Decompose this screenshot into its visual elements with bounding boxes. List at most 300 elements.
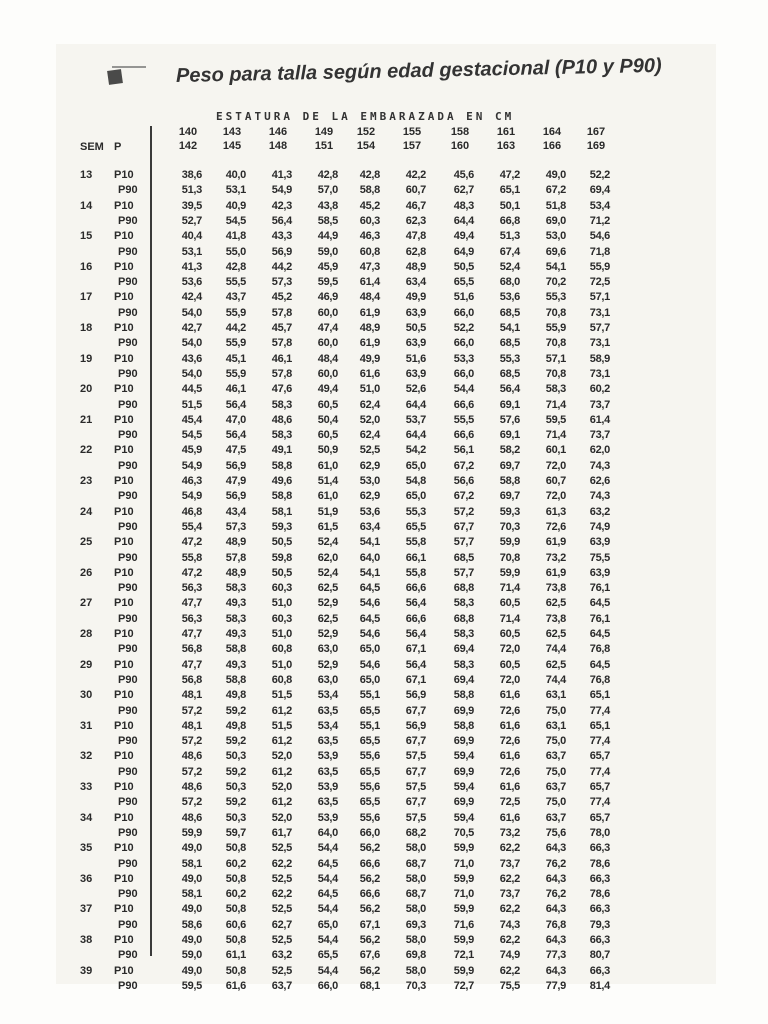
percentile-label: P90 xyxy=(118,459,138,472)
weight-cell: 54,9 xyxy=(181,459,202,472)
weight-cell: 75,0 xyxy=(545,704,566,717)
weight-cell: 52,4 xyxy=(317,566,338,579)
weight-cell: 51,0 xyxy=(271,658,292,671)
weight-cell: 58,3 xyxy=(225,612,246,625)
weight-cell: 58,3 xyxy=(271,429,292,442)
weight-cell: 71,4 xyxy=(499,612,520,625)
weight-cell: 60,5 xyxy=(499,628,520,640)
percentile-label: P10 xyxy=(114,291,134,304)
weight-cell: 46,9 xyxy=(317,291,338,304)
weight-cell: 57,7 xyxy=(453,536,474,549)
percentile-label: P10 xyxy=(114,475,134,487)
weight-cell: 53,6 xyxy=(499,291,520,304)
weight-cell: 65,1 xyxy=(589,689,610,702)
weight-cell: 56,6 xyxy=(453,475,474,487)
weight-cell: 51,5 xyxy=(271,719,292,732)
percentile-label: P90 xyxy=(118,398,138,411)
weight-cell: 53,4 xyxy=(317,719,338,732)
weight-cell: 54,2 xyxy=(405,444,426,457)
weight-cell: 72,6 xyxy=(499,735,520,748)
weight-cell: 59,5 xyxy=(317,276,338,289)
weight-cell: 60,5 xyxy=(499,597,520,610)
weight-cell: 64,5 xyxy=(317,857,338,870)
weight-cell: 52,9 xyxy=(317,658,338,671)
weight-cell: 45,2 xyxy=(271,291,292,304)
weight-cell: 67,2 xyxy=(545,184,566,197)
weight-cell: 47,0 xyxy=(225,413,246,426)
weight-cell: 59,9 xyxy=(181,826,202,839)
weight-cell: 64,3 xyxy=(545,842,566,855)
weight-cell: 49,3 xyxy=(225,628,246,640)
weight-cell: 69,6 xyxy=(545,245,566,258)
weight-cell: 54,4 xyxy=(317,872,338,885)
week-label: 14 xyxy=(80,199,93,212)
weight-cell: 49,4 xyxy=(453,230,474,243)
weight-cell: 59,5 xyxy=(181,979,202,992)
weight-cell: 68,2 xyxy=(405,826,426,839)
weight-cell: 47,2 xyxy=(499,169,520,181)
weight-cell: 61,2 xyxy=(271,765,292,778)
weight-cell: 54,0 xyxy=(181,337,202,350)
weight-cell: 55,9 xyxy=(589,260,610,273)
weight-cell: 74,3 xyxy=(589,459,610,472)
weight-cell: 60,0 xyxy=(317,306,338,319)
week-label: 29 xyxy=(80,658,93,671)
weight-cell: 47,9 xyxy=(225,475,246,487)
weight-cell: 65,0 xyxy=(317,918,338,931)
weight-cell: 53,1 xyxy=(225,184,246,197)
weight-cell: 64,3 xyxy=(545,934,566,946)
weight-cell: 58,2 xyxy=(499,444,520,457)
weight-cell: 73,1 xyxy=(589,337,610,350)
weight-cell: 50,4 xyxy=(317,413,338,426)
weight-cell: 56,1 xyxy=(453,444,474,457)
weight-cell: 62,0 xyxy=(317,551,338,564)
weight-cell: 57,1 xyxy=(545,352,566,365)
weight-cell: 65,5 xyxy=(359,765,380,778)
weight-cell: 58,6 xyxy=(181,918,202,931)
weight-cell: 78,6 xyxy=(589,888,610,901)
weight-cell: 58,8 xyxy=(225,643,246,656)
weight-cell: 62,2 xyxy=(499,934,520,946)
weight-cell: 46,3 xyxy=(359,230,380,243)
percentile-label: P90 xyxy=(118,643,138,656)
weight-cell: 45,6 xyxy=(453,169,474,181)
percentile-label: P10 xyxy=(114,628,134,640)
weight-cell: 47,2 xyxy=(181,536,202,549)
weight-cell: 72,5 xyxy=(589,276,610,289)
weight-cell: 53,7 xyxy=(405,413,426,426)
weight-cell: 70,3 xyxy=(405,979,426,992)
weight-cell: 56,9 xyxy=(271,245,292,258)
weight-cell: 48,1 xyxy=(181,719,202,732)
weight-cell: 61,1 xyxy=(225,949,246,962)
weight-cell: 50,8 xyxy=(225,934,246,946)
weight-cell: 73,7 xyxy=(499,857,520,870)
weight-cell: 60,5 xyxy=(317,429,338,442)
weight-cell: 67,2 xyxy=(453,459,474,472)
weight-cell: 77,4 xyxy=(589,765,610,778)
weight-cell: 47,7 xyxy=(181,597,202,610)
weight-cell: 43,8 xyxy=(317,199,338,212)
percentile-label: P90 xyxy=(118,337,138,350)
percentile-label: P90 xyxy=(118,551,138,564)
weight-cell: 62,7 xyxy=(271,918,292,931)
percentile-label: P90 xyxy=(118,979,138,992)
weight-cell: 57,0 xyxy=(317,184,338,197)
weight-cell: 68,5 xyxy=(499,306,520,319)
weight-cell: 80,7 xyxy=(589,949,610,962)
weight-cell: 62,5 xyxy=(545,628,566,640)
weight-cell: 72,0 xyxy=(545,459,566,472)
weight-cell: 49,0 xyxy=(545,169,566,181)
weight-cell: 56,4 xyxy=(405,658,426,671)
weight-cell: 72,1 xyxy=(453,949,474,962)
weight-cell: 61,5 xyxy=(317,520,338,533)
weight-cell: 53,4 xyxy=(317,689,338,702)
weight-cell: 76,2 xyxy=(545,888,566,901)
height-header: 157 xyxy=(402,140,422,152)
height-header: 146 xyxy=(268,126,288,138)
weight-cell: 59,9 xyxy=(453,934,474,946)
weight-cell: 54,1 xyxy=(545,260,566,273)
weight-cell: 73,1 xyxy=(589,306,610,319)
weight-cell: 79,3 xyxy=(589,918,610,931)
weight-cell: 74,3 xyxy=(589,490,610,503)
height-header: 163 xyxy=(496,140,516,152)
percentile-label: P10 xyxy=(114,444,134,457)
weight-cell: 66,3 xyxy=(589,842,610,855)
weight-cell: 65,0 xyxy=(405,490,426,503)
week-label: 36 xyxy=(80,872,93,885)
week-label: 18 xyxy=(80,322,93,334)
weight-cell: 69,1 xyxy=(499,429,520,442)
weight-cell: 46,8 xyxy=(181,505,202,518)
weight-cell: 59,4 xyxy=(453,781,474,793)
week-label: 25 xyxy=(80,536,93,549)
weight-cell: 73,2 xyxy=(545,551,566,564)
weight-cell: 56,3 xyxy=(181,582,202,595)
weight-cell: 66,0 xyxy=(453,367,474,380)
week-label: 31 xyxy=(80,719,93,732)
percentile-label: P10 xyxy=(114,811,134,824)
weight-cell: 75,0 xyxy=(545,735,566,748)
weight-cell: 57,8 xyxy=(225,551,246,564)
percentile-label: P10 xyxy=(114,903,134,916)
weight-cell: 58,8 xyxy=(359,184,380,197)
weight-cell: 55,6 xyxy=(359,750,380,763)
weight-cell: 53,3 xyxy=(453,352,474,365)
weight-cell: 60,2 xyxy=(225,857,246,870)
weight-cell: 56,8 xyxy=(181,643,202,656)
weight-cell: 56,2 xyxy=(359,842,380,855)
weight-cell: 53,6 xyxy=(181,276,202,289)
weight-cell: 54,4 xyxy=(317,903,338,916)
weight-cell: 64,4 xyxy=(405,429,426,442)
weight-cell: 55,3 xyxy=(405,505,426,518)
weight-cell: 50,5 xyxy=(271,566,292,579)
weight-cell: 68,1 xyxy=(359,979,380,992)
weight-cell: 62,2 xyxy=(499,872,520,885)
weight-cell: 58,0 xyxy=(405,964,426,977)
weight-cell: 63,4 xyxy=(359,520,380,533)
week-label: 24 xyxy=(80,505,93,518)
height-header: 140 xyxy=(178,126,198,138)
height-header: 166 xyxy=(542,140,562,152)
weight-cell: 69,4 xyxy=(453,673,474,686)
weight-cell: 65,0 xyxy=(405,459,426,472)
percentile-label: P10 xyxy=(114,505,134,518)
weight-cell: 49,0 xyxy=(181,903,202,916)
weight-cell: 50,1 xyxy=(499,199,520,212)
weight-cell: 58,8 xyxy=(453,689,474,702)
weight-cell: 42,8 xyxy=(225,260,246,273)
weight-cell: 47,8 xyxy=(405,230,426,243)
weight-cell: 59,0 xyxy=(181,949,202,962)
weight-cell: 51,3 xyxy=(181,184,202,197)
weight-cell: 53,6 xyxy=(359,505,380,518)
weight-cell: 64,5 xyxy=(589,628,610,640)
weight-cell: 59,9 xyxy=(453,842,474,855)
weight-cell: 58,8 xyxy=(225,673,246,686)
week-label: 32 xyxy=(80,750,93,763)
weight-cell: 63,5 xyxy=(317,735,338,748)
weight-cell: 56,2 xyxy=(359,934,380,946)
weight-cell: 61,0 xyxy=(317,490,338,503)
weight-cell: 43,7 xyxy=(225,291,246,304)
weight-cell: 57,5 xyxy=(405,750,426,763)
weight-cell: 54,6 xyxy=(359,597,380,610)
weight-cell: 57,7 xyxy=(589,322,610,334)
weight-cell: 67,4 xyxy=(499,245,520,258)
weight-cell: 49,9 xyxy=(359,352,380,365)
weight-cell: 57,1 xyxy=(589,291,610,304)
weight-cell: 48,6 xyxy=(181,811,202,824)
weight-cell: 75,5 xyxy=(499,979,520,992)
weight-cell: 69,9 xyxy=(453,704,474,717)
weight-cell: 63,9 xyxy=(405,367,426,380)
weight-cell: 59,2 xyxy=(225,704,246,717)
weight-cell: 62,5 xyxy=(317,612,338,625)
percentile-label: P90 xyxy=(118,918,138,931)
weight-cell: 65,0 xyxy=(359,643,380,656)
weight-cell: 62,3 xyxy=(405,214,426,227)
weight-cell: 44,2 xyxy=(271,260,292,273)
weight-cell: 54,1 xyxy=(359,566,380,579)
weight-cell: 73,8 xyxy=(545,612,566,625)
weight-cell: 45,9 xyxy=(181,444,202,457)
weight-cell: 49,3 xyxy=(225,658,246,671)
weight-cell: 49,0 xyxy=(181,964,202,977)
weight-cell: 57,2 xyxy=(181,765,202,778)
weight-cell: 54,0 xyxy=(181,306,202,319)
weight-cell: 62,2 xyxy=(271,857,292,870)
weight-cell: 69,8 xyxy=(405,949,426,962)
week-label: 34 xyxy=(80,811,93,824)
weight-cell: 71,4 xyxy=(499,582,520,595)
weight-cell: 67,2 xyxy=(453,490,474,503)
weight-cell: 46,1 xyxy=(225,383,246,396)
weight-cell: 54,1 xyxy=(499,322,520,334)
weight-cell: 59,3 xyxy=(499,505,520,518)
weight-cell: 73,7 xyxy=(589,429,610,442)
weight-cell: 66,6 xyxy=(405,612,426,625)
weight-cell: 51,8 xyxy=(545,199,566,212)
weight-cell: 50,5 xyxy=(453,260,474,273)
percentile-label: P10 xyxy=(114,230,134,243)
percentile-label: P10 xyxy=(114,352,134,365)
weight-cell: 53,4 xyxy=(589,199,610,212)
weight-cell: 60,6 xyxy=(225,918,246,931)
weight-cell: 63,2 xyxy=(271,949,292,962)
weight-cell: 54,9 xyxy=(181,490,202,503)
height-header: 158 xyxy=(450,126,470,138)
weight-cell: 73,7 xyxy=(499,888,520,901)
weight-cell: 49,4 xyxy=(317,383,338,396)
weight-cell: 42,8 xyxy=(359,169,380,181)
weight-cell: 51,6 xyxy=(405,352,426,365)
weight-cell: 55,0 xyxy=(225,245,246,258)
weight-cell: 48,6 xyxy=(181,781,202,793)
weight-cell: 58,0 xyxy=(405,872,426,885)
height-header: 154 xyxy=(356,140,376,152)
weight-cell: 61,7 xyxy=(271,826,292,839)
weight-cell: 49,9 xyxy=(405,291,426,304)
weight-cell: 65,5 xyxy=(453,276,474,289)
weight-cell: 57,8 xyxy=(271,367,292,380)
weight-cell: 65,7 xyxy=(589,811,610,824)
weight-cell: 52,4 xyxy=(499,260,520,273)
weight-cell: 62,5 xyxy=(545,658,566,671)
weight-cell: 56,8 xyxy=(181,673,202,686)
weight-cell: 63,2 xyxy=(589,505,610,518)
weight-cell: 60,5 xyxy=(317,398,338,411)
week-label: 16 xyxy=(80,260,93,273)
weight-cell: 66,8 xyxy=(499,214,520,227)
weight-cell: 69,4 xyxy=(453,643,474,656)
weight-cell: 58,0 xyxy=(405,842,426,855)
weight-cell: 48,4 xyxy=(359,291,380,304)
weight-cell: 52,9 xyxy=(317,628,338,640)
weight-cell: 73,8 xyxy=(545,582,566,595)
weight-cell: 71,4 xyxy=(545,429,566,442)
weight-cell: 61,4 xyxy=(589,413,610,426)
weight-cell: 58,3 xyxy=(225,582,246,595)
weight-cell: 48,6 xyxy=(181,750,202,763)
week-label: 26 xyxy=(80,566,93,579)
weight-cell: 74,9 xyxy=(589,520,610,533)
weight-cell: 61,6 xyxy=(499,719,520,732)
weight-cell: 68,0 xyxy=(499,276,520,289)
weight-cell: 76,8 xyxy=(589,673,610,686)
weight-cell: 54,4 xyxy=(453,383,474,396)
weight-cell: 56,9 xyxy=(405,719,426,732)
weight-cell: 59,5 xyxy=(545,413,566,426)
weight-cell: 61,9 xyxy=(359,306,380,319)
weight-cell: 52,5 xyxy=(271,934,292,946)
weight-cell: 66,0 xyxy=(453,306,474,319)
weight-cell: 64,5 xyxy=(359,612,380,625)
weight-cell: 53,0 xyxy=(359,475,380,487)
weight-cell: 55,5 xyxy=(453,413,474,426)
percentile-label: P10 xyxy=(114,566,134,579)
weight-cell: 48,1 xyxy=(181,689,202,702)
height-header: 148 xyxy=(268,140,288,152)
weight-cell: 75,6 xyxy=(545,826,566,839)
weight-cell: 57,2 xyxy=(181,796,202,809)
height-header: 145 xyxy=(222,140,242,152)
weight-cell: 55,1 xyxy=(359,719,380,732)
weight-cell: 47,7 xyxy=(181,658,202,671)
weight-cell: 72,6 xyxy=(499,704,520,717)
height-header: 143 xyxy=(222,126,242,138)
weight-cell: 52,5 xyxy=(271,842,292,855)
weight-cell: 60,1 xyxy=(545,444,566,457)
week-label: 20 xyxy=(80,383,93,396)
weight-cell: 50,8 xyxy=(225,903,246,916)
weight-cell: 60,3 xyxy=(271,582,292,595)
weight-cell: 59,4 xyxy=(453,811,474,824)
weight-cell: 63,9 xyxy=(405,337,426,350)
weight-cell: 65,5 xyxy=(359,735,380,748)
weight-cell: 64,3 xyxy=(545,903,566,916)
percentile-label: P10 xyxy=(114,872,134,885)
weight-cell: 67,1 xyxy=(359,918,380,931)
weight-cell: 52,5 xyxy=(271,872,292,885)
weight-cell: 55,3 xyxy=(545,291,566,304)
weight-cell: 56,9 xyxy=(405,689,426,702)
weight-cell: 77,3 xyxy=(545,949,566,962)
weight-cell: 43,3 xyxy=(271,230,292,243)
week-label: 37 xyxy=(80,903,93,916)
weight-cell: 72,6 xyxy=(499,765,520,778)
weight-cell: 46,3 xyxy=(181,475,202,487)
weight-cell: 68,5 xyxy=(499,367,520,380)
weight-cell: 72,7 xyxy=(453,979,474,992)
weight-cell: 55,8 xyxy=(181,551,202,564)
weight-cell: 73,2 xyxy=(499,826,520,839)
weight-cell: 60,8 xyxy=(271,673,292,686)
weight-cell: 66,3 xyxy=(589,903,610,916)
weight-cell: 74,3 xyxy=(499,918,520,931)
weight-cell: 71,2 xyxy=(589,214,610,227)
weight-cell: 56,2 xyxy=(359,872,380,885)
weight-cell: 52,7 xyxy=(181,214,202,227)
weight-cell: 63,1 xyxy=(545,689,566,702)
weight-cell: 41,8 xyxy=(225,230,246,243)
weight-cell: 63,9 xyxy=(405,306,426,319)
weight-cell: 62,7 xyxy=(453,184,474,197)
percentile-label: P10 xyxy=(114,597,134,610)
weight-cell: 54,1 xyxy=(359,536,380,549)
percentile-label: P10 xyxy=(114,719,134,732)
height-header: 155 xyxy=(402,126,422,138)
weight-cell: 69,9 xyxy=(453,735,474,748)
weight-cell: 66,6 xyxy=(359,857,380,870)
weight-cell: 52,5 xyxy=(271,964,292,977)
weight-cell: 70,8 xyxy=(499,551,520,564)
percentile-label: P90 xyxy=(118,429,138,442)
weight-cell: 47,2 xyxy=(181,566,202,579)
weight-cell: 42,8 xyxy=(317,169,338,181)
percentile-label: P90 xyxy=(118,367,138,380)
percentile-label: P90 xyxy=(118,735,138,748)
percentile-label: P90 xyxy=(118,796,138,809)
weight-cell: 59,0 xyxy=(317,245,338,258)
weight-cell: 77,4 xyxy=(589,735,610,748)
percentile-label: P90 xyxy=(118,184,138,197)
weight-cell: 53,0 xyxy=(545,230,566,243)
